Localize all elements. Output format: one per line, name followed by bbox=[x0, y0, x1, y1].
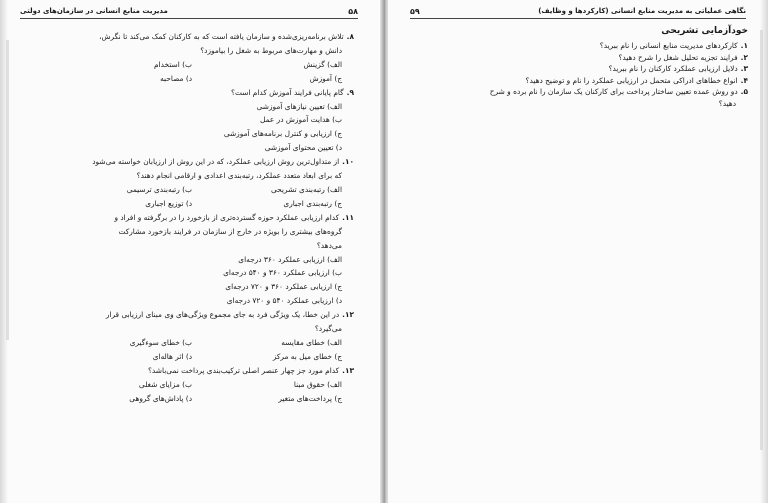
section-title: خودآزمایی تشریحی bbox=[661, 26, 748, 36]
question-item bbox=[42, 86, 354, 156]
question-item bbox=[42, 30, 354, 86]
question-item bbox=[42, 155, 354, 211]
question-text: انواع خطاهای ادراکی متحمل در ارزیابی عملکرد را نام و توضیح دهید؟ bbox=[525, 75, 738, 85]
self-test-section bbox=[412, 24, 748, 110]
option-row bbox=[42, 350, 354, 364]
question-number: ۸. bbox=[346, 32, 354, 41]
question-number: ۲. bbox=[740, 52, 748, 62]
essay-question bbox=[412, 63, 748, 75]
option-row bbox=[42, 392, 354, 406]
essay-question-list bbox=[412, 40, 748, 110]
answer-option: د) مصاحبه bbox=[160, 73, 192, 83]
question-number: ۴. bbox=[740, 75, 748, 85]
answer-option: ب) ارزیابی عملکرد ۳۶۰ و ۵۴۰ درجه‌ای bbox=[223, 268, 342, 278]
question-text-continued: دانش و مهارت‌های مربوط به شغل را بیاموزد؟ bbox=[200, 45, 342, 55]
answer-option: ب) استخدام bbox=[154, 59, 192, 69]
question-line bbox=[42, 211, 354, 225]
answer-option: ب) رتبه‌بندی ترسیمی bbox=[126, 184, 192, 194]
scan-artifact bbox=[760, 30, 763, 450]
answer-option: ب) هدایت آموزش در عمل bbox=[260, 115, 342, 125]
answer-option: الف) حقوق مبنا bbox=[293, 379, 342, 389]
answer-option: ج) پرداخت‌های متغیر bbox=[278, 393, 342, 403]
question-number: ۱۰. bbox=[342, 157, 354, 167]
question-number: ۱۳. bbox=[342, 365, 354, 375]
option-row bbox=[42, 336, 354, 350]
essay-question bbox=[412, 75, 748, 87]
question-item bbox=[42, 211, 354, 308]
question-line bbox=[42, 308, 354, 322]
question-line bbox=[412, 86, 748, 98]
answer-option: ب) خطای سوءگیری bbox=[129, 337, 192, 347]
question-line bbox=[412, 52, 748, 64]
question-text: کدام ارزیابی عملکرد حوزه گسترده‌تری از بازخورد را در برگرفته و افراد و bbox=[114, 212, 340, 222]
answer-option: ب) مزایای شغلی bbox=[138, 379, 192, 389]
question-text-continued: می‌گیرد؟ bbox=[314, 324, 342, 334]
question-line bbox=[412, 63, 748, 75]
essay-question bbox=[412, 86, 748, 109]
question-item bbox=[42, 308, 354, 364]
answer-option: د) ارزیابی عملکرد ۵۴۰ و ۷۲۰ درجه‌ای bbox=[226, 296, 342, 306]
question-number: ۱۱. bbox=[342, 212, 354, 222]
option-row bbox=[42, 72, 354, 86]
answer-option: ج) ارزیابی عملکرد ۳۶۰ و ۷۲۰ درجه‌ای bbox=[225, 282, 342, 292]
answer-option: د) توزیع اجباری bbox=[145, 198, 192, 208]
question-text-continued: که برای ابعاد متعدد عملکرد، رتبه‌بندی اعدادی و ارقامی انجام دهند؟ bbox=[136, 171, 342, 181]
page-number: ۵۸ bbox=[348, 6, 358, 16]
question-line bbox=[42, 364, 354, 378]
question-text: از متداول‌ترین روش ارزیابی عملکرد، که در این روش از ارزیابان خواسته می‌شود bbox=[92, 157, 340, 167]
option-row bbox=[42, 378, 354, 392]
question-number: ۱. bbox=[740, 41, 748, 50]
question-line bbox=[42, 30, 354, 44]
question-text: تلاش برنامه‌ریزی‌شده و سازمان یافته است که به کارکنان کمک می‌کند تا نگرش، bbox=[99, 32, 344, 41]
question-line bbox=[412, 40, 748, 52]
question-number: ۳. bbox=[740, 64, 748, 74]
question-text: دلایل ارزیابی عملکرد کارکنان را نام ببرید؟ bbox=[608, 64, 738, 74]
answer-option: ج) ارزیابی و کنترل برنامه‌های آموزشی bbox=[223, 129, 342, 139]
running-title: نگاهی عملیاتی به مدیریت منابع انسانی (کارکردها و وظایف) bbox=[538, 7, 746, 15]
question-text: کدام مورد جز چهار عنصر اصلی ترکیب‌بندی پرداخت نمی‌باشد؟ bbox=[148, 365, 340, 375]
question-text-continued: می‌دهد؟ bbox=[316, 240, 342, 250]
question-text-continued: دهید؟ bbox=[718, 98, 736, 108]
running-title: مدیریت منابع انسانی در سازمان‌های دولتی bbox=[20, 7, 168, 15]
option-row bbox=[42, 58, 354, 72]
question-number: ۹. bbox=[346, 87, 354, 97]
answer-option: د) پاداش‌های گروهی bbox=[129, 393, 192, 403]
page-header bbox=[410, 4, 746, 19]
question-text: گام پایانی فرایند آموزش کدام است؟ bbox=[231, 87, 344, 97]
option-row bbox=[42, 197, 354, 211]
answer-option: الف) رتبه‌بندی تشریحی bbox=[270, 184, 342, 194]
essay-question bbox=[412, 40, 748, 52]
question-text: در این خطا، یک ویژگی فرد به جای مجموع ویژگی‌های وی مبنای ارزیابی قرار bbox=[105, 310, 340, 320]
answer-option: الف) تعیین نیازهای آموزشی bbox=[256, 101, 342, 111]
right-page bbox=[388, 0, 768, 503]
answer-option: الف) ارزیابی عملکرد ۳۶۰ درجه‌ای bbox=[238, 254, 342, 264]
question-number: ۵. bbox=[740, 87, 748, 97]
scan-artifact bbox=[6, 40, 9, 340]
question-text-continued: گروه‌های بیشتری را بویژه در خارج از سازمان در فرایند بازخورد مشارکت bbox=[118, 226, 342, 236]
page-header bbox=[20, 4, 358, 19]
question-line bbox=[42, 155, 354, 169]
answer-option: الف) خطای مقایسه bbox=[281, 337, 342, 347]
question-line bbox=[42, 86, 354, 100]
answer-option: ج) خطای میل به مرکز bbox=[272, 351, 342, 361]
option-row bbox=[42, 183, 354, 197]
question-item bbox=[42, 364, 354, 406]
question-line bbox=[412, 75, 748, 87]
answer-option: د) تعیین محتوای آموزشی bbox=[264, 143, 342, 153]
essay-question bbox=[412, 52, 748, 64]
page-number: ۵۹ bbox=[410, 6, 420, 16]
question-list bbox=[42, 30, 354, 405]
question-number: ۱۲. bbox=[342, 310, 354, 320]
question-text: کارکردهای مدیریت منابع انسانی را نام ببرید؟ bbox=[599, 41, 738, 50]
answer-option: ج) آموزش bbox=[309, 73, 342, 83]
answer-option: ج) رتبه‌بندی اجباری bbox=[283, 198, 342, 208]
answer-option: د) اثر هاله‌ای bbox=[152, 351, 192, 361]
question-text: دو روش عمده تعیین ساختار پرداخت برای کارکنان یک سازمان را نام برده و شرح bbox=[489, 87, 738, 97]
question-text: فرایند تجزیه تحلیل شغل را شرح دهید؟ bbox=[618, 52, 738, 62]
answer-option: الف) گزینش bbox=[303, 59, 342, 69]
